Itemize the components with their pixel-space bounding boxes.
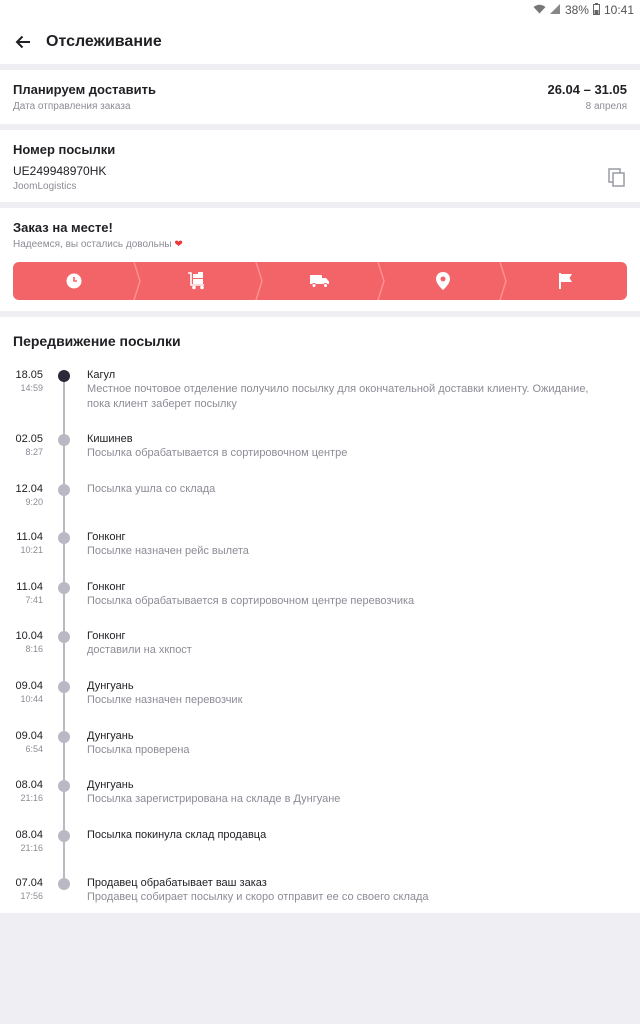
timeline-dot xyxy=(58,582,70,594)
event-location: Кишинев xyxy=(87,433,133,445)
parcel-number-card xyxy=(0,130,640,202)
event-location: Дунгуань xyxy=(87,730,134,742)
step-divider xyxy=(499,262,507,300)
back-arrow-icon[interactable] xyxy=(12,31,34,53)
order-status-card xyxy=(0,208,640,311)
parcel-movement-card xyxy=(0,317,640,913)
step-arrived xyxy=(381,262,504,300)
flag-icon xyxy=(559,273,573,289)
event-description: доставили на хкпост xyxy=(87,644,192,656)
event-description: Посылке назначен рейс вылета xyxy=(87,545,249,557)
event-time: 6:54 xyxy=(25,744,43,754)
battery-level: 38% xyxy=(564,3,589,17)
parcel-title: Номер посылки xyxy=(13,142,116,157)
event-location: Посылка покинула склад продавца xyxy=(87,829,267,841)
event-description: Продавец собирает посылку и скоро отправит ее со своего склада xyxy=(87,891,429,903)
event-location: Кагул xyxy=(87,369,116,381)
timeline-event xyxy=(13,876,627,916)
battery-icon xyxy=(593,3,600,18)
timeline-dot xyxy=(58,631,70,643)
event-location: Дунгуань xyxy=(87,779,134,791)
step-delivered xyxy=(504,262,627,300)
event-location: Гонконг xyxy=(87,630,126,642)
timeline-event xyxy=(13,629,627,679)
step-divider xyxy=(377,262,385,300)
timeline-dot xyxy=(58,681,70,693)
event-location: Продавец обрабатывает ваш заказ xyxy=(87,877,267,889)
event-date: 02.05 xyxy=(15,433,43,445)
timeline-event xyxy=(13,679,627,729)
step-warehouse xyxy=(136,262,259,300)
clock-icon xyxy=(66,273,82,289)
event-time: 21:16 xyxy=(20,843,43,853)
timeline xyxy=(13,368,627,916)
location-pin-icon xyxy=(436,272,450,290)
page-title: Отслеживание xyxy=(46,33,162,50)
event-description: Посылка зарегистрирована на складе в Дунгуане xyxy=(87,793,341,805)
event-date: 12.04 xyxy=(15,483,43,495)
delivery-range: 26.04 – 31.05 xyxy=(547,82,627,97)
event-description: Посылка ушла со склада xyxy=(87,483,216,495)
event-time: 9:20 xyxy=(25,497,43,507)
heart-icon: ❤ xyxy=(174,239,183,250)
step-processing xyxy=(13,262,136,300)
timeline-dot xyxy=(58,878,70,890)
timeline-event xyxy=(13,482,627,530)
step-divider xyxy=(255,262,263,300)
step-divider xyxy=(133,262,141,300)
delivery-title: Планируем доставить xyxy=(13,82,156,97)
truck-icon xyxy=(310,274,330,288)
timeline-event xyxy=(13,580,627,629)
timeline-dot xyxy=(58,434,70,446)
app-bar xyxy=(0,20,640,64)
event-date: 18.05 xyxy=(15,369,43,381)
event-time: 7:41 xyxy=(25,595,43,605)
timeline-event xyxy=(13,729,627,778)
timeline-dot xyxy=(58,484,70,496)
tracking-number: UE249948970HK xyxy=(13,164,107,178)
event-location: Гонконг xyxy=(87,581,126,593)
delivery-estimate-card xyxy=(0,70,640,124)
event-time: 8:27 xyxy=(25,447,43,457)
signal-icon xyxy=(550,4,561,17)
event-date: 11.04 xyxy=(16,531,43,543)
event-time: 14:59 xyxy=(20,383,43,393)
event-location: Дунгуань xyxy=(87,680,134,692)
event-date: 10.04 xyxy=(15,630,43,642)
event-date: 09.04 xyxy=(15,680,43,692)
event-time: 21:16 xyxy=(20,793,43,803)
event-description: Посылка обрабатывается в сортировочном центре xyxy=(87,447,348,459)
status-bar xyxy=(0,0,640,20)
event-description: Местное почтовое отделение получило посылку для окончательной доставки клиенту. Ожидание, пока клиент заберет посылку xyxy=(87,383,589,410)
wifi-icon xyxy=(533,4,546,17)
carrier-name: JoomLogistics xyxy=(13,181,77,192)
event-time: 17:56 xyxy=(20,891,43,901)
delivery-subtitle: Дата отправления заказа xyxy=(13,101,131,112)
status-title: Заказ на месте! xyxy=(13,220,113,235)
event-time: 10:21 xyxy=(20,545,43,555)
event-location: Гонконг xyxy=(87,531,126,543)
event-date: 07.04 xyxy=(15,877,43,889)
status-subtitle-text: Надеемся, вы остались довольны xyxy=(13,239,172,250)
copy-icon[interactable] xyxy=(608,168,626,188)
step-in-transit xyxy=(259,262,382,300)
event-time: 10:44 xyxy=(20,694,43,704)
timeline-dot xyxy=(58,731,70,743)
status-subtitle xyxy=(13,239,627,250)
event-date: 09.04 xyxy=(15,730,43,742)
movement-title: Передвижение посылки xyxy=(13,333,181,349)
event-date: 08.04 xyxy=(15,779,43,791)
event-time: 8:16 xyxy=(25,644,43,654)
event-description: Посылка обрабатывается в сортировочном центре перевозчика xyxy=(87,595,415,607)
timeline-dot xyxy=(58,532,70,544)
event-description: Посылке назначен перевозчик xyxy=(87,694,243,706)
event-description: Посылка проверена xyxy=(87,744,190,756)
delivery-progress-bar xyxy=(13,262,627,300)
timeline-event xyxy=(13,828,627,876)
timeline-dot xyxy=(58,830,70,842)
timeline-event xyxy=(13,778,627,828)
timeline-event xyxy=(13,368,627,432)
clock-time: 10:41 xyxy=(603,3,634,17)
event-date: 11.04 xyxy=(16,581,43,593)
sent-date: 8 апреля xyxy=(585,101,627,112)
timeline-event xyxy=(13,530,627,580)
event-date: 08.04 xyxy=(15,829,43,841)
timeline-event xyxy=(13,432,627,482)
cart-icon xyxy=(187,272,207,290)
timeline-dot-current xyxy=(58,370,70,382)
timeline-dot xyxy=(58,780,70,792)
